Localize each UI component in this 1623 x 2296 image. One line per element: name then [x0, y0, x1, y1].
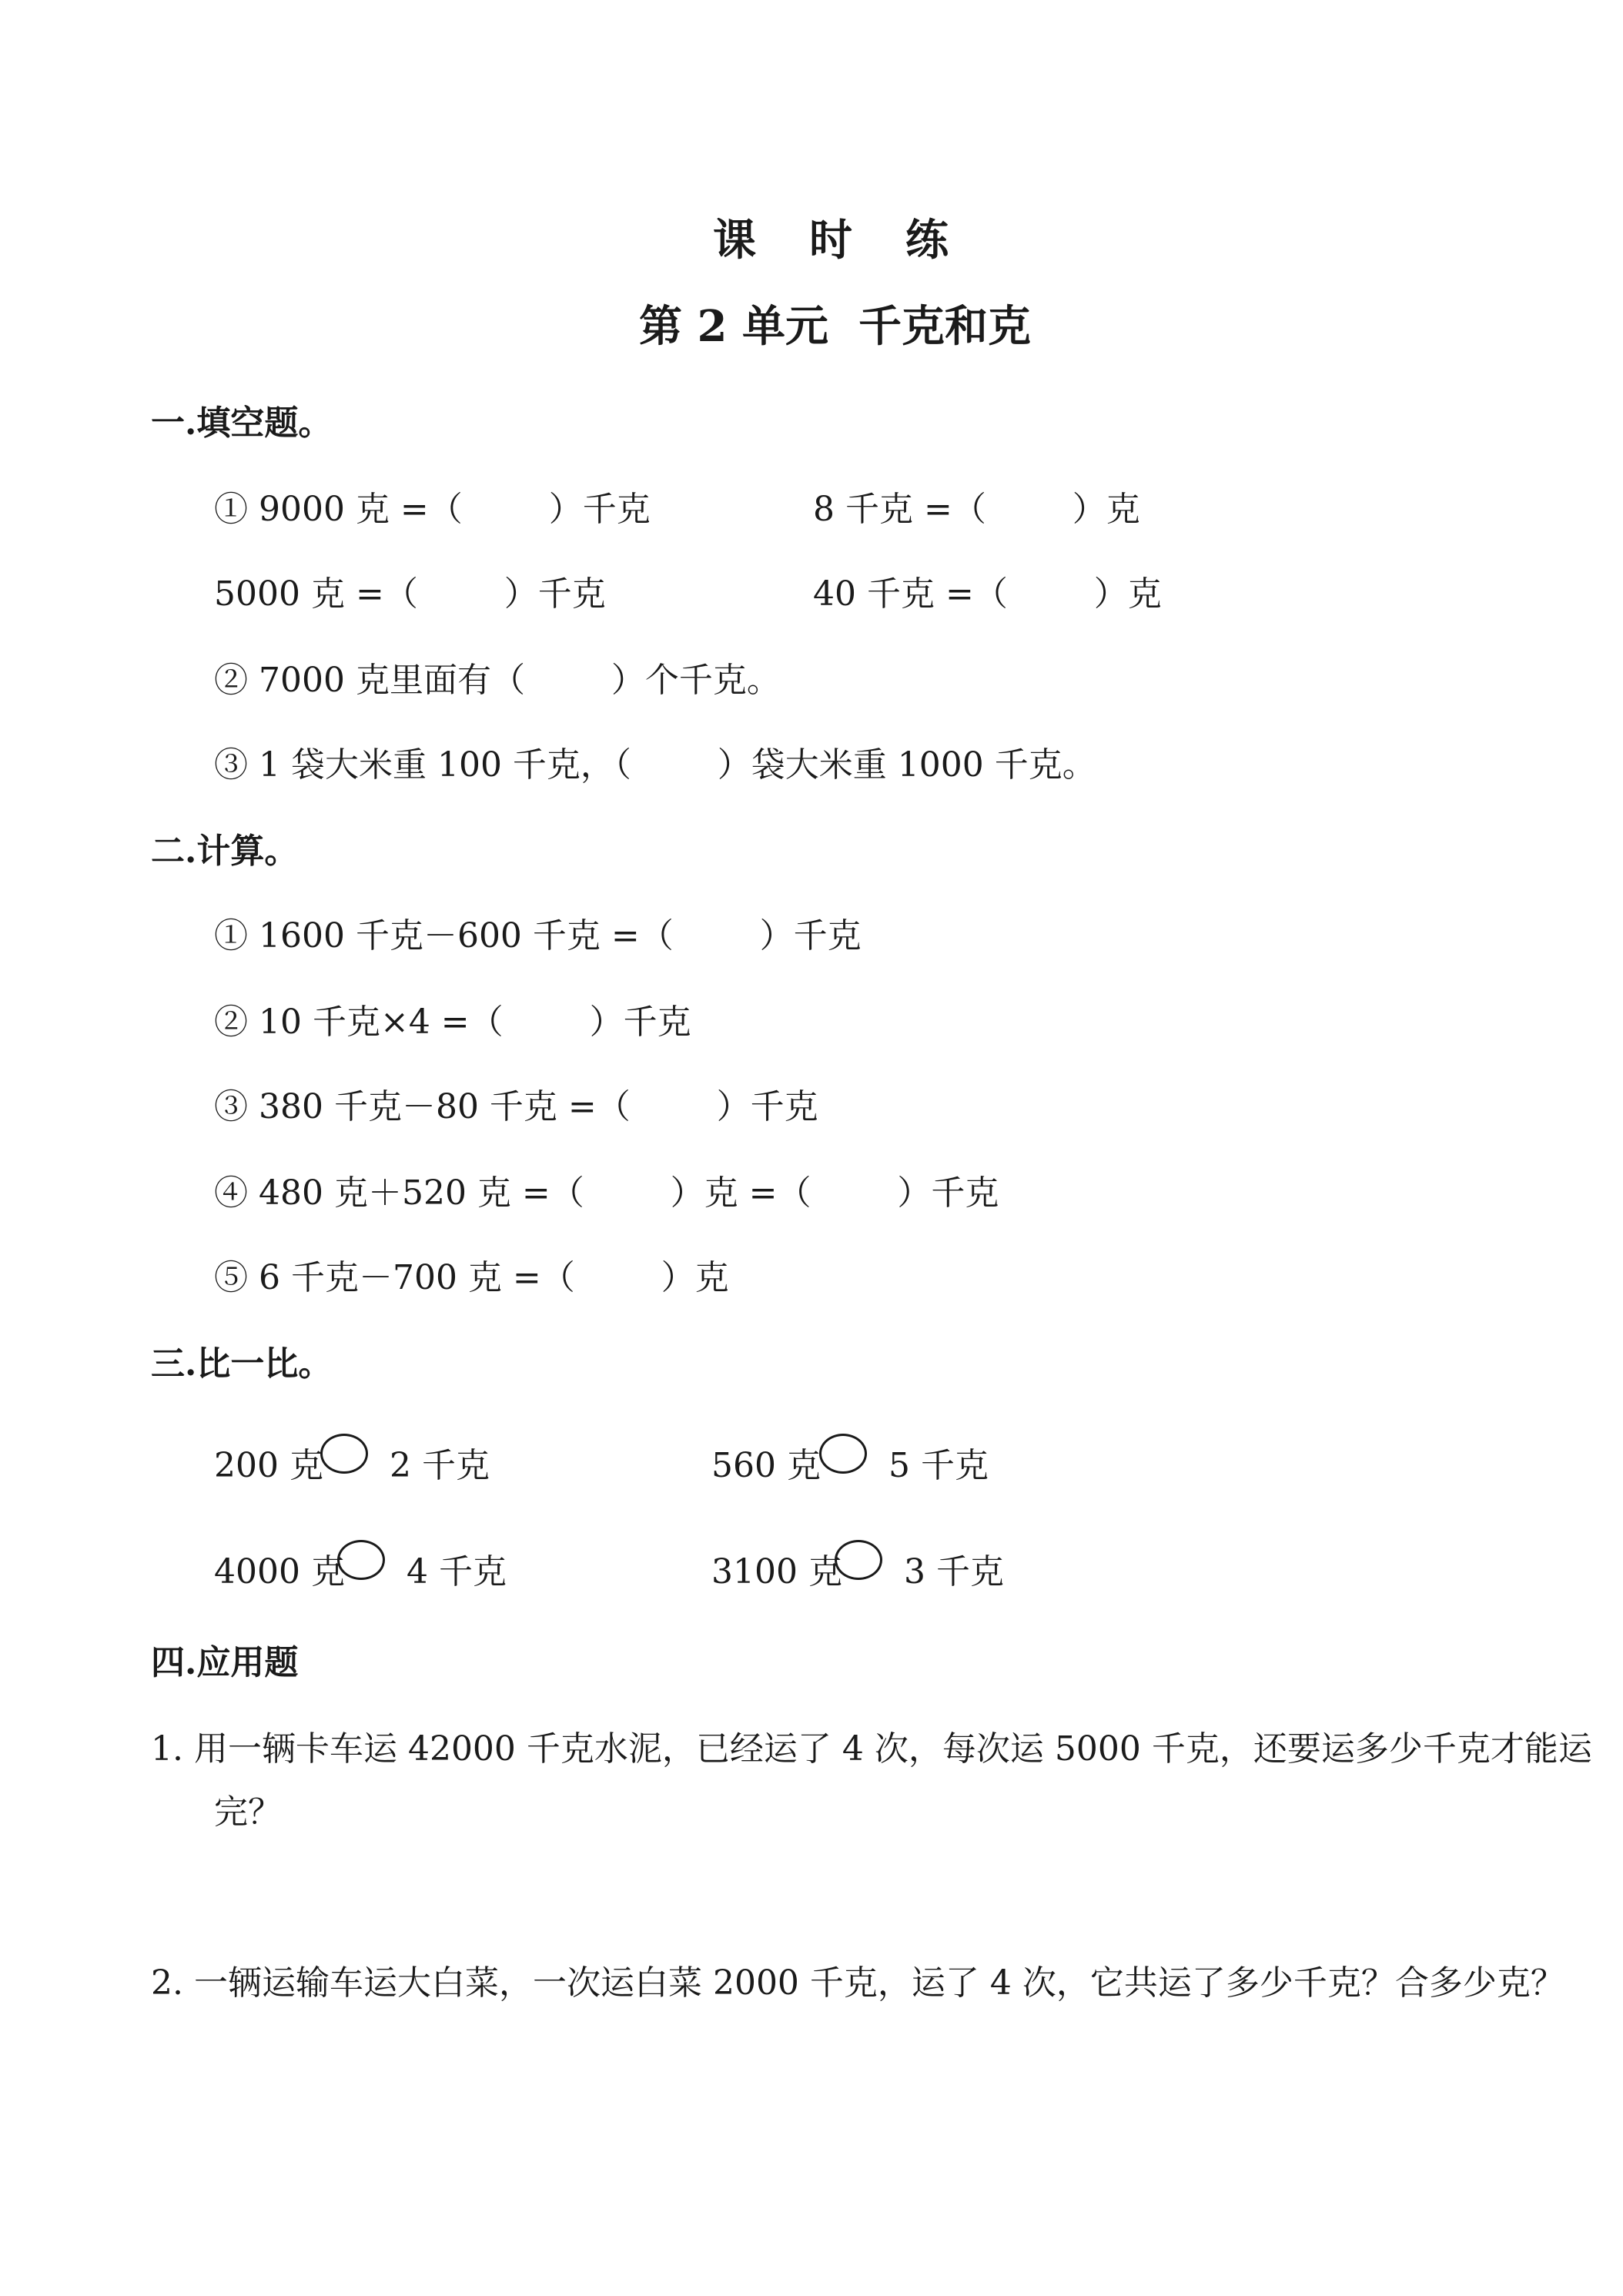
compare-answer-circle[interactable]: [819, 1434, 867, 1474]
page-subtitle: 第 2 单元 千克和克: [639, 301, 1031, 352]
compare-answer-circle[interactable]: [337, 1540, 385, 1580]
fill-question-3: ③ 1 袋大米重 100 千克，（ ）袋大米重 1000 千克。: [214, 745, 1096, 785]
section-calc-heading: 二.计算。: [151, 832, 299, 871]
compare-answer-circle[interactable]: [835, 1540, 882, 1580]
calc-item: ② 10 千克×4 =（ ）千克: [214, 1002, 691, 1042]
fill-question-1b: 8 千克 =（ ）克: [813, 490, 1140, 529]
fill-question-1a: ① 9000 克 =（ ）千克: [214, 490, 651, 529]
compare-right-value: 5 千克: [888, 1446, 989, 1485]
section-apply-heading: 四.应用题: [151, 1643, 299, 1682]
apply-problem-2: 2. 一辆运输车运大白菜，一次运白菜 2000 千克，运了 4 次，它共运了多少千克？合多少克？: [151, 1963, 1564, 2003]
compare-right-value: 4 千克: [407, 1552, 507, 1591]
section-fill-heading: 一.填空题。: [151, 403, 333, 443]
compare-left-value: 560 克: [711, 1446, 821, 1485]
fill-question-1c: 5000 克 =（ ）千克: [214, 574, 606, 614]
section-compare-heading: 三.比一比。: [151, 1344, 333, 1384]
calc-item: ③ 380 千克－80 千克 =（ ）千克: [214, 1087, 818, 1126]
compare-answer-circle[interactable]: [320, 1434, 368, 1474]
apply-problem-1-line2: 完？: [214, 1792, 282, 1832]
fill-question-2: ② 7000 克里面有（ ）个千克。: [214, 661, 781, 700]
calc-item: ⑤ 6 千克－700 克 =（ ）克: [214, 1258, 729, 1297]
compare-left-value: 4000 克: [214, 1552, 345, 1591]
compare-right-value: 3 千克: [904, 1552, 1004, 1591]
apply-problem-1-line1: 1. 用一辆卡车运 42000 千克水泥，已经运了 4 次，每次运 5000 千克，还要运多少千克才能运: [151, 1729, 1592, 1769]
compare-left-value: 200 克: [214, 1446, 323, 1485]
compare-left-value: 3100 克: [711, 1552, 842, 1591]
page-title: 课 时 练: [713, 215, 956, 266]
fill-question-1d: 40 千克 =（ ）克: [813, 574, 1162, 614]
compare-right-value: 2 千克: [390, 1446, 490, 1485]
calc-item: ① 1600 千克－600 千克 =（ ）千克: [214, 916, 862, 956]
calc-item: ④ 480 克＋520 克 =（ ）克 =（ ）千克: [214, 1173, 999, 1213]
